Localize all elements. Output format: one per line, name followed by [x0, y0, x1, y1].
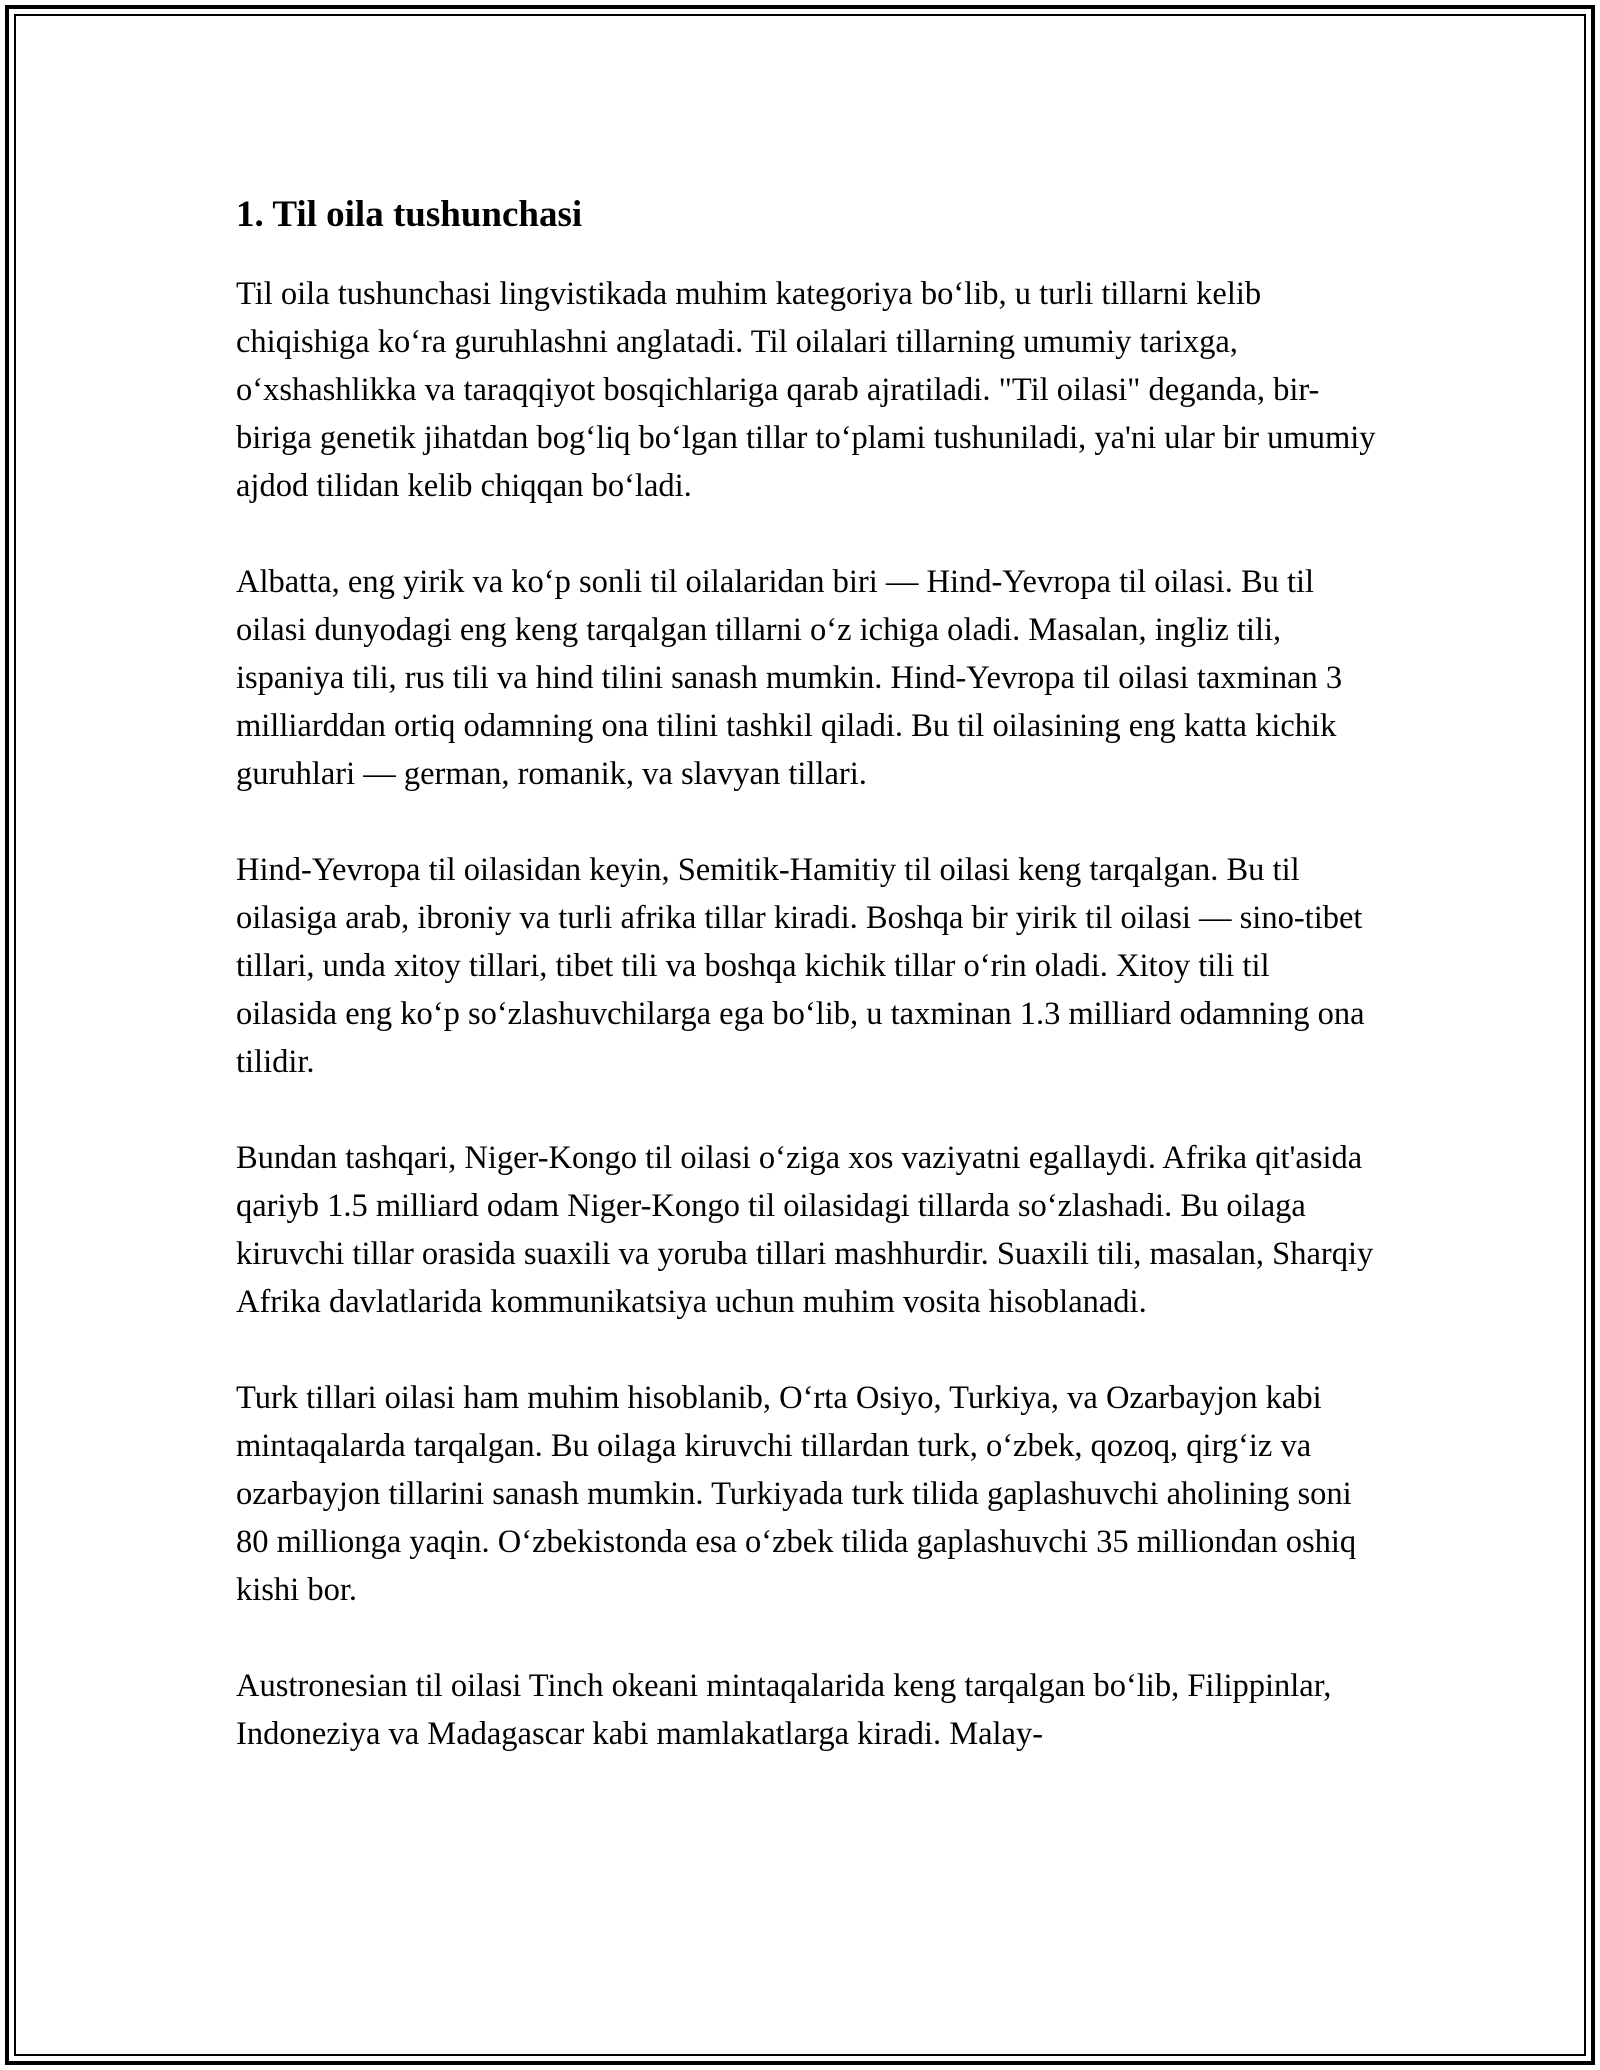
paragraph-6: Austronesian til oilasi Tinch okeani mintaqalarida keng tarqalgan bo‘lib, Filippinlar, Indoneziya va Madagascar kabi mamlakatlarga kiradi. Malay-: [236, 1668, 1332, 1752]
paragraph-1: Til oila tushunchasi lingvistikada muhim kategoriya bo‘lib, u turli tillarni kelib chiqishiga ko‘ra guruhlashni anglatadi. Til oilalari tillarning umumiy tarixga, o‘xshashlikka va taraqqiyot bosqichlariga qarab ajratiladi. "Til oilasi" deganda, bir-biriga genetik jihatdan bog‘liq bo‘lgan tillar to‘plami tushuniladi, ya'ni ular bir umumiy ajdod tilidan kelib chiqqan bo‘ladi.: [236, 276, 1376, 504]
paragraph-4: Bundan tashqari, Niger-Kongo til oilasi o‘ziga xos vaziyatni egallaydi. Afrika qit'asida qariyb 1.5 milliard odam Niger-Kongo til oilasidagi tillarda so‘zlashadi. Bu oilaga kiruvchi tillar orasida suaxili va yoruba tillari mashhurdir. Suaxili tili, masalan, Sharqiy Afrika davlatlarida kommunikatsiya uchun muhim vosita hisoblanadi.: [236, 1140, 1374, 1320]
document-body: [236, 190, 1376, 1758]
paragraph-3: Hind-Yevropa til oilasidan keyin, Semitik-Hamitiy til oilasi keng tarqalgan. Bu til oilasiga arab, ibroniy va turli afrika tillar kiradi. Boshqa bir yirik til oilasi — sino-tibet tillari, unda xitoy tillari, tibet tili va boshqa kichik tillar o‘rin oladi. Xitoy tili til oilasida eng ko‘p so‘zlashuvchilarga ega bo‘lib, u taxminan 1.3 milliard odamning ona tilidir.: [236, 852, 1365, 1080]
section-heading: 1. Til oila tushunchasi: [236, 194, 583, 235]
paragraph-5: Turk tillari oilasi ham muhim hisoblanib, O‘rta Osiyo, Turkiya, va Ozarbayjon kabi mintaqalarda tarqalgan. Bu oilaga kiruvchi tillardan turk, o‘zbek, qozoq, qirg‘iz va ozarbayjon tillarini sanash mumkin. Turkiyada turk tilida gaplashuvchi aholining soni 80 millionga yaqin. O‘zbekistonda esa o‘zbek tilida gaplashuvchi 35 milliondan oshiq kishi bor.: [236, 1380, 1357, 1608]
paragraph-2: Albatta, eng yirik va ko‘p sonli til oilalaridan biri — Hind-Yevropa til oilasi. Bu til oilasi dunyodagi eng keng tarqalgan tillarni o‘z ichiga oladi. Masalan, ingliz tili, ispaniya tili, rus tili va hind tilini sanash mumkin. Hind-Yevropa til oilasi taxminan 3 milliarddan ortiq odamning ona tilini tashkil qiladi. Bu til oilasining eng katta kichik guruhlari — german, romanik, va slavyan tillari.: [236, 564, 1343, 792]
